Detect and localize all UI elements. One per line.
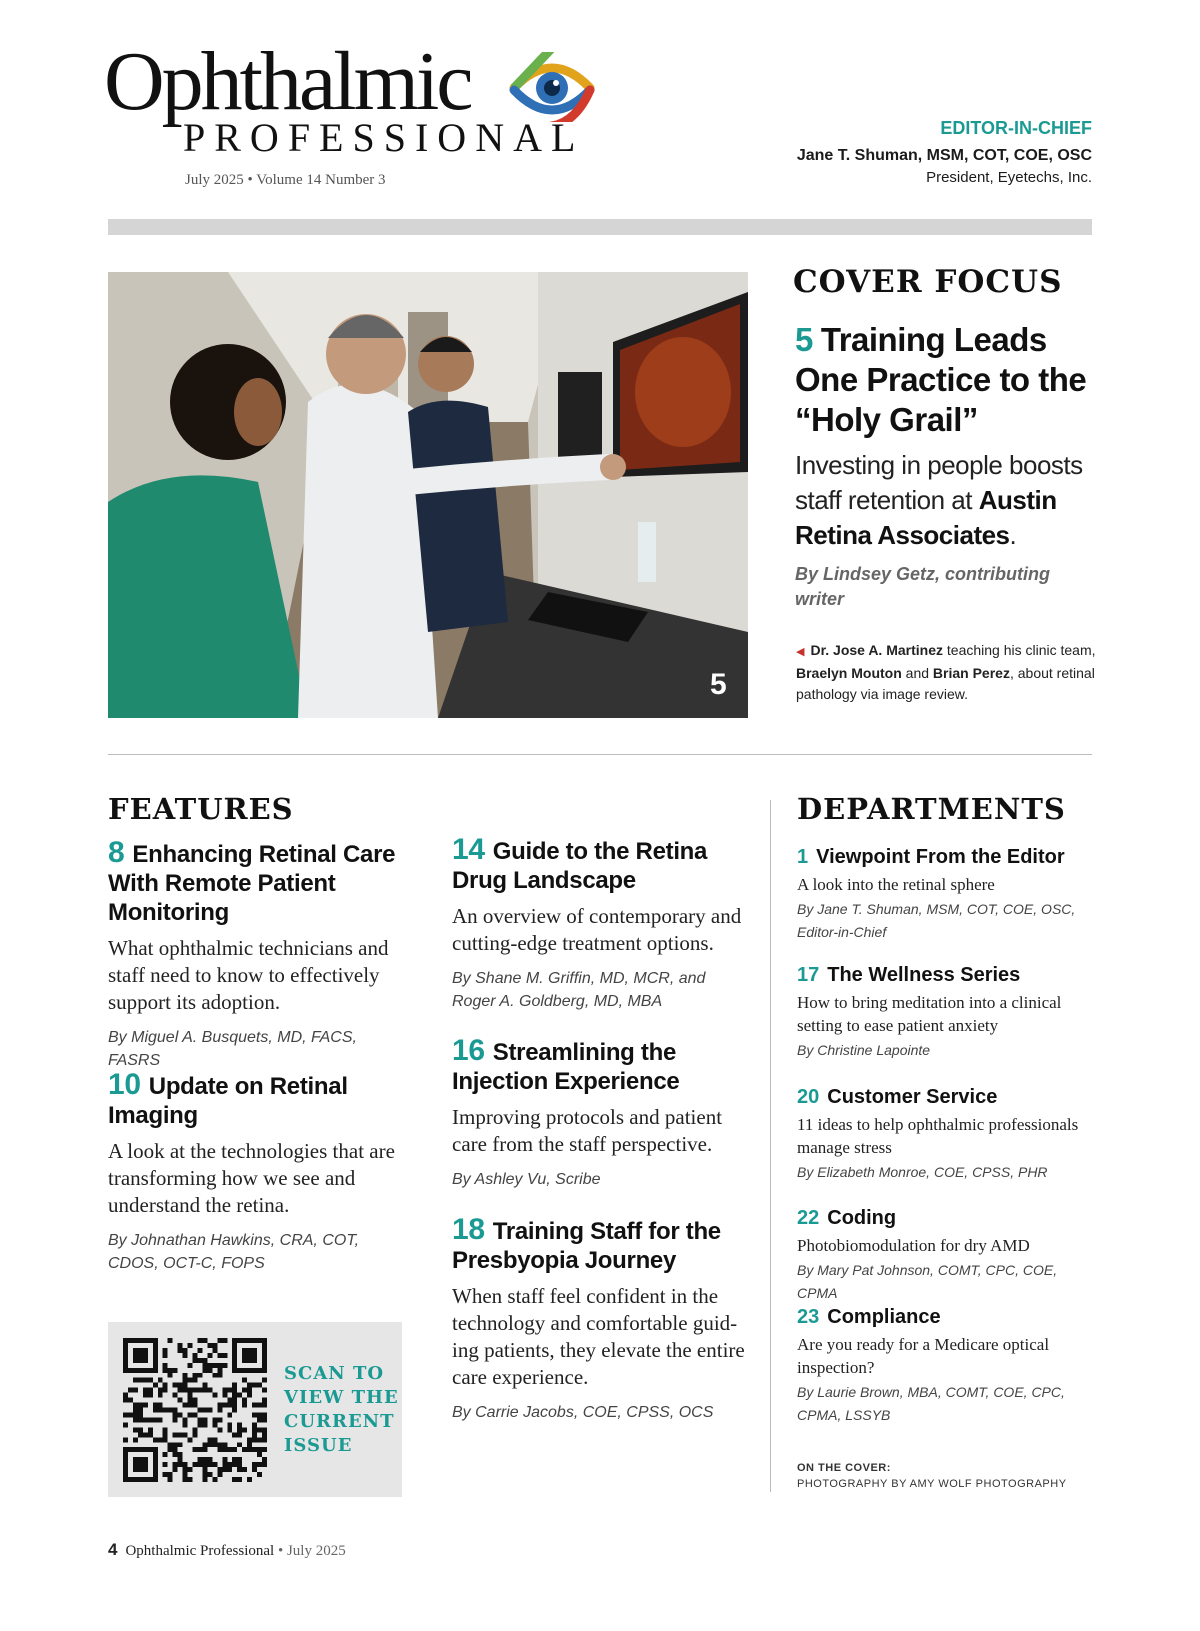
editor-title: President, Eyetechs, Inc. xyxy=(926,169,1092,186)
logo-wordmark: Ophthalmic xyxy=(104,35,471,128)
cover-story-title-text: Training Leads One Practice to the “Holy Grail” xyxy=(795,321,1087,438)
caption-arrow-icon: ◀ xyxy=(796,646,805,658)
cover-story-deck: Investing in people boosts staff retention at Austin Retina Associates. xyxy=(795,450,1083,550)
photo-page-number: 5 xyxy=(710,668,727,701)
editor-label: EDITOR-IN-CHIEF xyxy=(940,118,1092,138)
feature-article[interactable]: 10 Update on Retinal Imaging A look at the technologies that are transforming how we see and understand the retina. By Johnathan Hawkins, CRA, COT, CDOS, OCT-C, FOPS xyxy=(108,1068,395,1272)
feature-article[interactable]: 18 Training Staff for the Presbyopia Journey When staff feel confident in the technology and comfortable guid-ing patients, they elevate the entire care experience. By Carrie Jacobs, COE, CPSS, OCS xyxy=(452,1213,745,1421)
header-divider-bar xyxy=(108,219,1092,235)
cover-story-title[interactable] xyxy=(795,320,1095,440)
logo-subtitle: PROFESSIONAL xyxy=(183,115,585,160)
page-number: 4 xyxy=(108,1540,118,1559)
feature-article[interactable]: 14 Guide to the Retina Drug Landscape An overview of contemporary and cutting-edge treatment options. By Shane M. Griffin, MD, MCR, and Roger A. Goldberg, MD, MBA xyxy=(452,833,742,1010)
editor-block xyxy=(797,118,1092,186)
feature-article[interactable]: 8 Enhancing Retinal Care With Remote Patient Monitoring What ophthalmic technicians and staff need to know to effectively support its adoption. By Miguel A. Busquets, MD, FACS, FASRS xyxy=(108,836,396,1069)
department-item[interactable]: 23 Compliance Are you ready for a Medicare optical inspection? By Laurie Brown, MBA, COMT, COE, CPC, CPMA, LSSYB xyxy=(797,1306,1065,1423)
issue-info: July 2025 • Volume 14 Number 3 xyxy=(185,172,386,188)
cover-story-byline: By Lindsey Getz, contributing writer xyxy=(795,564,1051,609)
qr-caption: SCAN TO VIEW THE CURRENT ISSUE xyxy=(284,1363,399,1456)
footer-date: July 2025 xyxy=(286,1543,346,1559)
department-item[interactable]: 17 The Wellness Series How to bring meditation into a clinical setting to ease patient anxiety By Christine Lapointe xyxy=(797,964,1062,1058)
section-divider xyxy=(108,754,1092,755)
department-item[interactable]: 22 Coding Photobiomodulation for dry AMD By Mary Pat Johnson, COMT, CPC, COE, CPMA xyxy=(797,1207,1058,1301)
cover-credit: ON THE COVER: PHOTOGRAPHY BY AMY WOLF PHOTOGRAPHY xyxy=(797,1462,1067,1490)
department-item[interactable]: 1 Viewpoint From the Editor A look into the retinal sphere By Jane T. Shuman, MSM, COT, COE, OSC, Editor-in-Chief xyxy=(797,846,1076,940)
department-item[interactable]: 20 Customer Service 11 ideas to help ophthalmic professionals manage stress By Elizabeth Monroe, COE, CPSS, PHR xyxy=(797,1086,1079,1180)
cover-focus-heading: COVER FOCUS xyxy=(793,264,1063,300)
practice-name: Austin Retina Associates xyxy=(795,485,1057,550)
departments-heading: DEPARTMENTS xyxy=(797,792,1066,826)
photo-caption: ◀ Dr. Jose A. Martinez teaching his clinic team, Braelyn Mouton and Brian Perez, about retinal pathology via image review. xyxy=(796,642,1096,702)
cover-story-number: 5 xyxy=(795,321,813,358)
feature-article[interactable]: 16 Streamlining the Injection Experience Improving protocols and patient care from the staff perspective. By Ashley Vu, Scribe xyxy=(452,1034,723,1188)
qr-code-icon[interactable] xyxy=(123,1338,267,1482)
page-footer: 4 Ophthalmic Professional • July 2025 xyxy=(108,1540,346,1559)
editor-name: Jane T. Shuman, MSM, COT, COE, OSC xyxy=(796,147,1092,164)
eye-logo-icon xyxy=(506,52,598,122)
cover-photo xyxy=(108,272,748,718)
publication-name: Ophthalmic Professional xyxy=(125,1543,275,1559)
column-divider xyxy=(770,800,771,1492)
features-heading: FEATURES xyxy=(108,792,294,826)
